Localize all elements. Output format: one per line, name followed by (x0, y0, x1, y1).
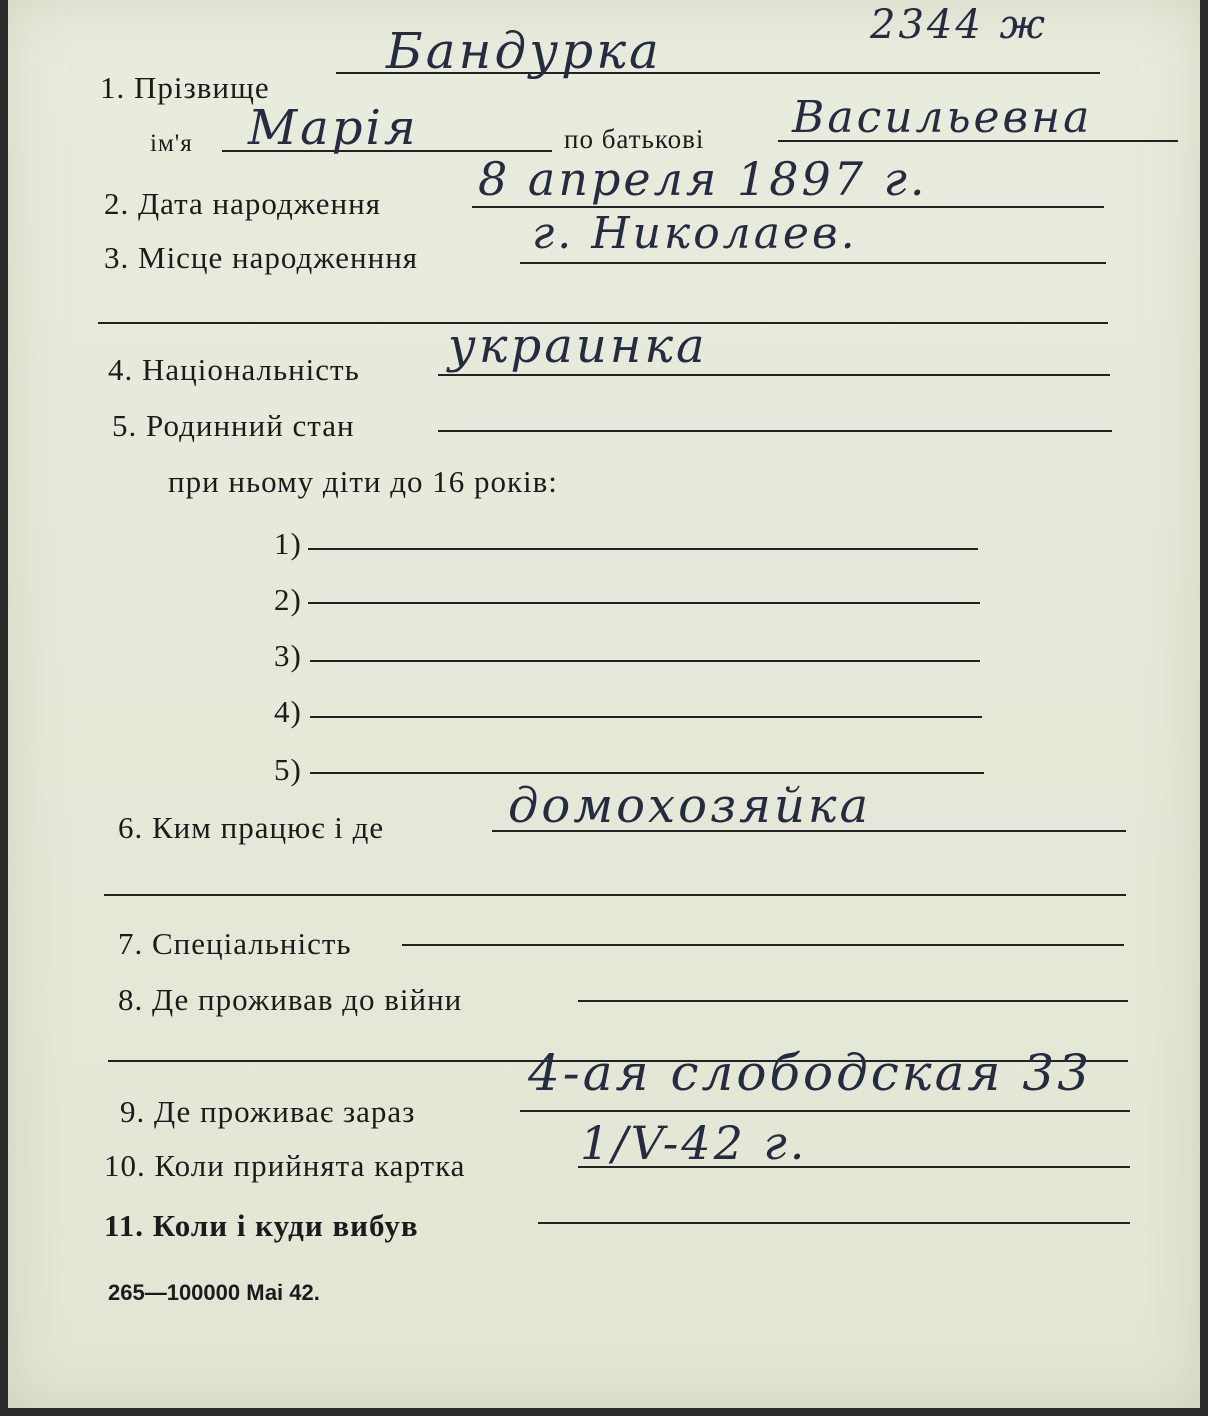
child-1-label: 1) (274, 526, 302, 561)
birth-date-label: 2. Дата народження (104, 186, 381, 221)
specialty-label: 7. Спеціальність (118, 926, 352, 961)
child-2-label: 2) (274, 582, 302, 617)
departure-line (538, 1222, 1130, 1224)
occupation-label: 6. Ким працює і де (118, 810, 385, 845)
archive-number: 2344 ж (870, 2, 1048, 48)
current-residence-label: 9. Де проживає зараз (120, 1094, 416, 1129)
birth-place-line (520, 262, 1106, 264)
child-5-line (310, 772, 984, 774)
surname-value: Бандурка (386, 22, 662, 80)
print-run-footer: 265—100000 Маі 42. (108, 1280, 320, 1305)
child-4-line (310, 716, 982, 718)
child-3-line (310, 660, 980, 662)
first-name-label: ім'я (150, 130, 193, 157)
prewar-residence-label: 8. Де проживав до війни (118, 982, 463, 1017)
birth-place-label: 3. Місце народженння (104, 240, 419, 275)
child-5-label: 5) (274, 752, 302, 787)
nationality-line (438, 374, 1110, 376)
children-label: при ньому діти до 16 років: (168, 464, 558, 499)
patronymic-value: Васильевна (792, 92, 1093, 143)
child-2-line (308, 602, 980, 604)
child-1-line (308, 548, 978, 550)
child-4-label: 4) (274, 694, 302, 729)
departure-label: 11. Коли і куди вибув (104, 1208, 419, 1243)
child-3-label: 3) (274, 638, 302, 673)
patronymic-label: по батькові (564, 124, 705, 154)
birth-date-value: 8 апреля 1897 г. (478, 152, 928, 206)
specialty-line (402, 944, 1124, 946)
prewar-residence-line (578, 1000, 1128, 1002)
registration-card (8, 0, 1200, 1408)
first-name-value: Марія (248, 100, 419, 156)
surname-label: 1. Прізвище (100, 70, 270, 105)
current-residence-value: 4-ая слободская 33 (528, 1044, 1093, 1102)
marital-status-line (438, 430, 1112, 432)
card-date-value: 1/V-42 г. (580, 1116, 808, 1170)
current-residence-line (520, 1110, 1130, 1112)
nationality-value: украинка (448, 318, 708, 374)
nationality-label: 4. Національність (108, 352, 360, 387)
marital-status-label: 5. Родинний стан (112, 408, 355, 443)
occupation-value: домохозяйка (508, 778, 872, 834)
card-date-label: 10. Коли прийнята картка (104, 1148, 466, 1183)
birth-place-value: г. Николаев. (532, 208, 858, 259)
occupation-line-2 (104, 894, 1126, 896)
